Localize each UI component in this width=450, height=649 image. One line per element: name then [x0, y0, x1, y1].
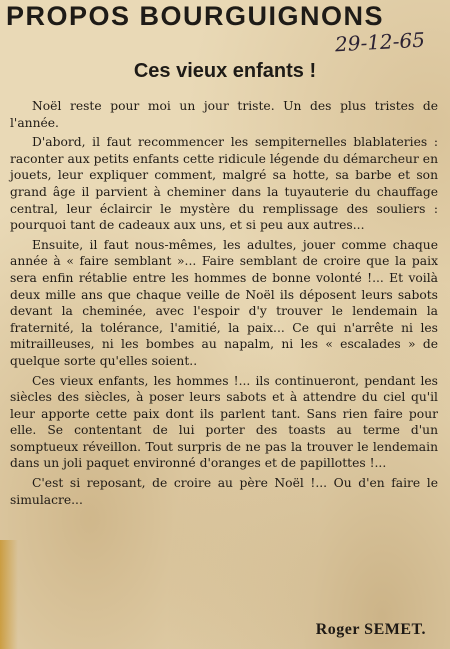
paragraph-5: C'est si reposant, de croire au père Noël !... Ou d'en faire le simulacre... [10, 476, 438, 507]
paper-stain [0, 540, 18, 649]
paragraph-2: D'abord, il faut recommencer les sempiternelles blablateries : raconter aux petits enfants cette ridicule légende du démarcheur en jouets, leur expliquer comment, malgré sa hotte, sa barbe et son grand âge il parvient à cheminer dans la tuyauterie du chauffage central, leur éclaircir le mystère du remplissage des souliers : pourquoi tant de cadeaux aux uns, et si peu aux autres... [10, 135, 438, 233]
article-body [0, 98, 450, 511]
paragraph-4: Ces vieux enfants, les hommes !... ils continueront, pendant les siècles des siècles, à poser leurs sabots et à attendre du ciel qu'il leur apporte cette paix dont ils parlent tant. Sans rien faire pour elle. Se contentant de lui porter des toasts au terme d'un somptueux réveillon. Tout surpris de ne pas la trouver le lendemain dans un joli paquet environné d'oranges et de papillottes !... [10, 373, 438, 471]
paragraph-3: Ensuite, il faut nous-mêmes, les adultes, jouer comme chaque année à « faire semblant »... Faire semblant de croire que la paix sera enfin rétablie entre les hommes de bonne volonté !... Et voilà deux mille ans que chaque veille de Noël ils déposent leurs sabots devant la cheminée, avec l'espoir d'y trouver le lendemain la fraternité, la tolérance, l'amitié, la paix... Ce qui n'arrête ni les mitrailleuses, ni les bombes au napalm, ni les « escalades » de quelque sorte qu'elles soient.. [10, 237, 438, 368]
author-signature: Roger SEMET. [315, 621, 426, 638]
handwritten-date: 29-12-65 [334, 27, 426, 57]
article-headline: Ces vieux enfants ! [133, 60, 317, 82]
paragraph-1: Noël reste pour moi un jour triste. Un des plus tristes de l'année. [10, 99, 438, 130]
section-title: PROPOS BOURGUIGNONS [6, 1, 385, 31]
